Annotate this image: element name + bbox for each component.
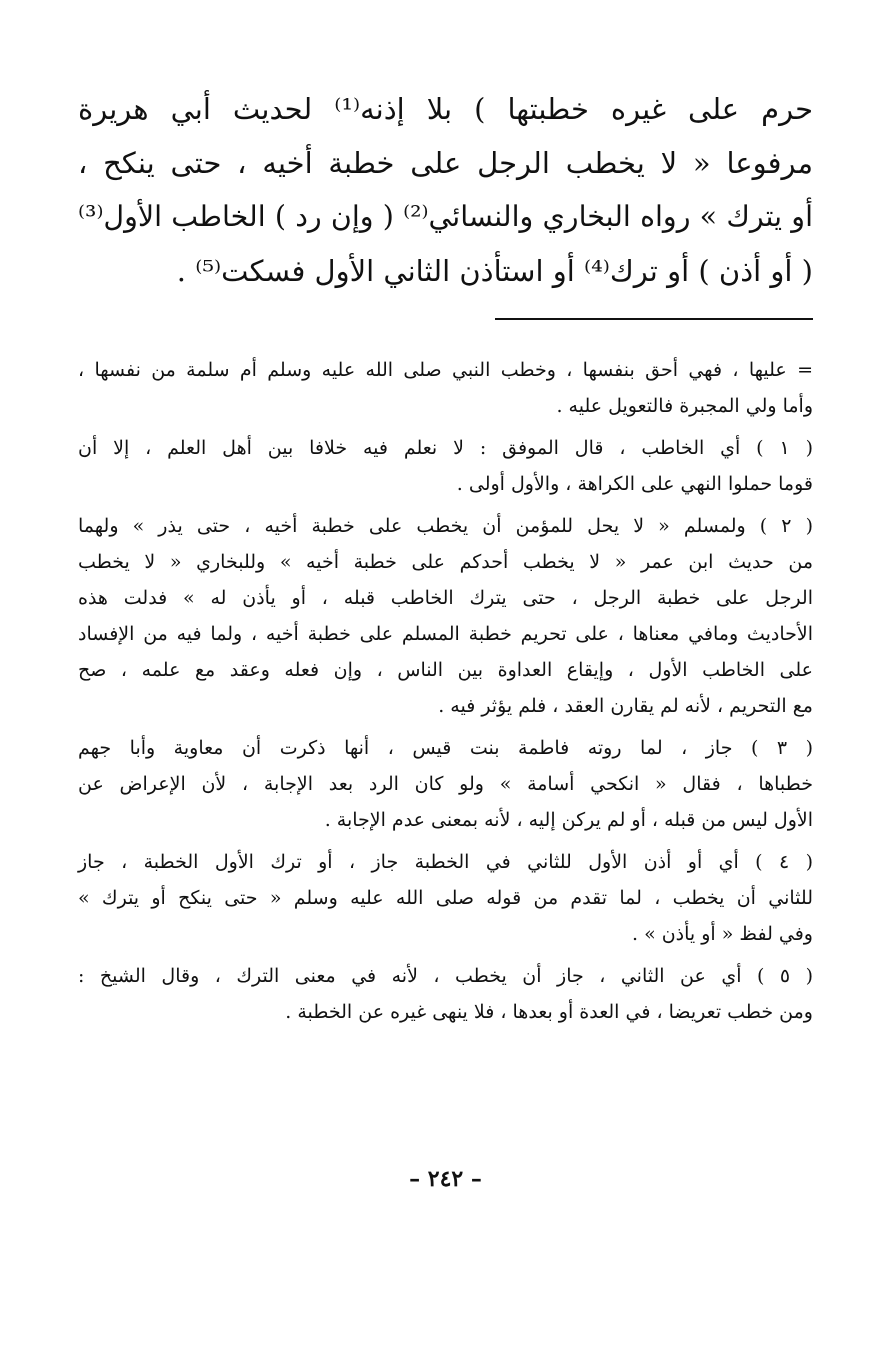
footnote-line: وأما ولي المجبرة فالتعويل عليه .	[556, 395, 813, 417]
footnote-line: الأحاديث ومافي معناها ، على تحريم خطبة المسلم على خطبة أخيه ، ولما فيه من الإفساد	[78, 623, 813, 645]
footnote-line: مع التحريم ، لأنه لم يقارن العقد ، فلم يؤثر فيه .	[438, 695, 813, 717]
footnote-2	[78, 508, 813, 724]
main-text-line: حرم على غيره خطبتها ) بلا إذنه⁽¹⁾ لحديث أبي هريرة	[78, 92, 813, 126]
footnote-line: ( ٥ ) أي عن الثاني ، جاز أن يخطب ، لأنه في معنى الترك ، وقال الشيخ :	[78, 965, 813, 987]
footnote-line: ( ٤ ) أي أو أذن الأول للثاني في الخطبة جاز ، أو ترك الأول الخطبة ، جاز	[78, 851, 813, 873]
footnote-4	[78, 844, 813, 952]
footnote-line: من حديث ابن عمر « لا يخطب أحدكم على خطبة أخيه » وللبخاري « لا يخطب	[78, 551, 813, 573]
document-page	[78, 0, 813, 1353]
footnotes-block	[78, 352, 813, 1036]
main-text-line: مرفوعا « لا يخطب الرجل على خطبة أخيه ، حتى ينكح ،	[78, 146, 813, 180]
footnote-line: = عليها ، فهي أحق بنفسها ، وخطب النبي صلى الله عليه وسلم أم سلمة من نفسها ،	[78, 359, 813, 381]
main-text-block	[78, 82, 813, 298]
footnote-continuation	[78, 352, 813, 424]
footnote-line: على الخاطب الأول ، وإيقاع العداوة بين الناس ، وإن فعله وعقد مع علمه ، صح	[78, 659, 813, 681]
footnote-line: ( ١ ) أي الخاطب ، قال الموفق : لا نعلم فيه خلافا بين أهل العلم ، إلا أن	[78, 437, 813, 459]
footnote-3	[78, 730, 813, 838]
footnote-line: للثاني أن يخطب ، لما تقدم من قوله صلى الله عليه وسلم « حتى ينكح أو يترك »	[78, 887, 813, 909]
footnote-line: ( ٢ ) ولمسلم « لا يحل للمؤمن أن يخطب على خطبة أخيه ، حتى يذر » ولهما	[78, 515, 814, 537]
footnote-5	[78, 958, 813, 1030]
footnote-1	[78, 430, 813, 502]
footnote-line: قوما حملوا النهي على الكراهة ، والأول أولى .	[456, 473, 813, 495]
main-text-line: ( أو أذن ) أو ترك⁽⁴⁾ أو استأذن الثاني الأول فسكت⁽⁵⁾ .	[176, 254, 813, 288]
main-text-line: أو يترك » رواه البخاري والنسائي⁽²⁾ ( وإن رد ) الخاطب الأول⁽³⁾	[78, 200, 813, 233]
footnote-line: ومن خطب تعريضا ، في العدة أو بعدها ، فلا ينهى غيره عن الخطبة .	[285, 1001, 813, 1023]
footnote-line: ( ٣ ) جاز ، لما روته فاطمة بنت قيس ، أنها ذكرت أن معاوية وأبا جهم	[78, 737, 814, 759]
footnote-line: خطباها ، فقال « انكحي أسامة » ولو كان الرد بعد الإجابة ، لأن الإعراض عن	[78, 773, 813, 795]
footnote-line: الرجل على خطبة الرجل ، حتى يترك الخاطب قبله ، أو يأذن له » فدلت هذه	[78, 587, 813, 609]
footnote-line: وفي لفظ « أو يأذن » .	[631, 923, 813, 945]
footnote-separator-rule	[495, 318, 813, 320]
page-number: – ٢٤٢ –	[409, 1166, 482, 1192]
footnote-line: الأول ليس من قبله ، أو لم يركن إليه ، لأنه بمعنى عدم الإجابة .	[324, 809, 813, 831]
